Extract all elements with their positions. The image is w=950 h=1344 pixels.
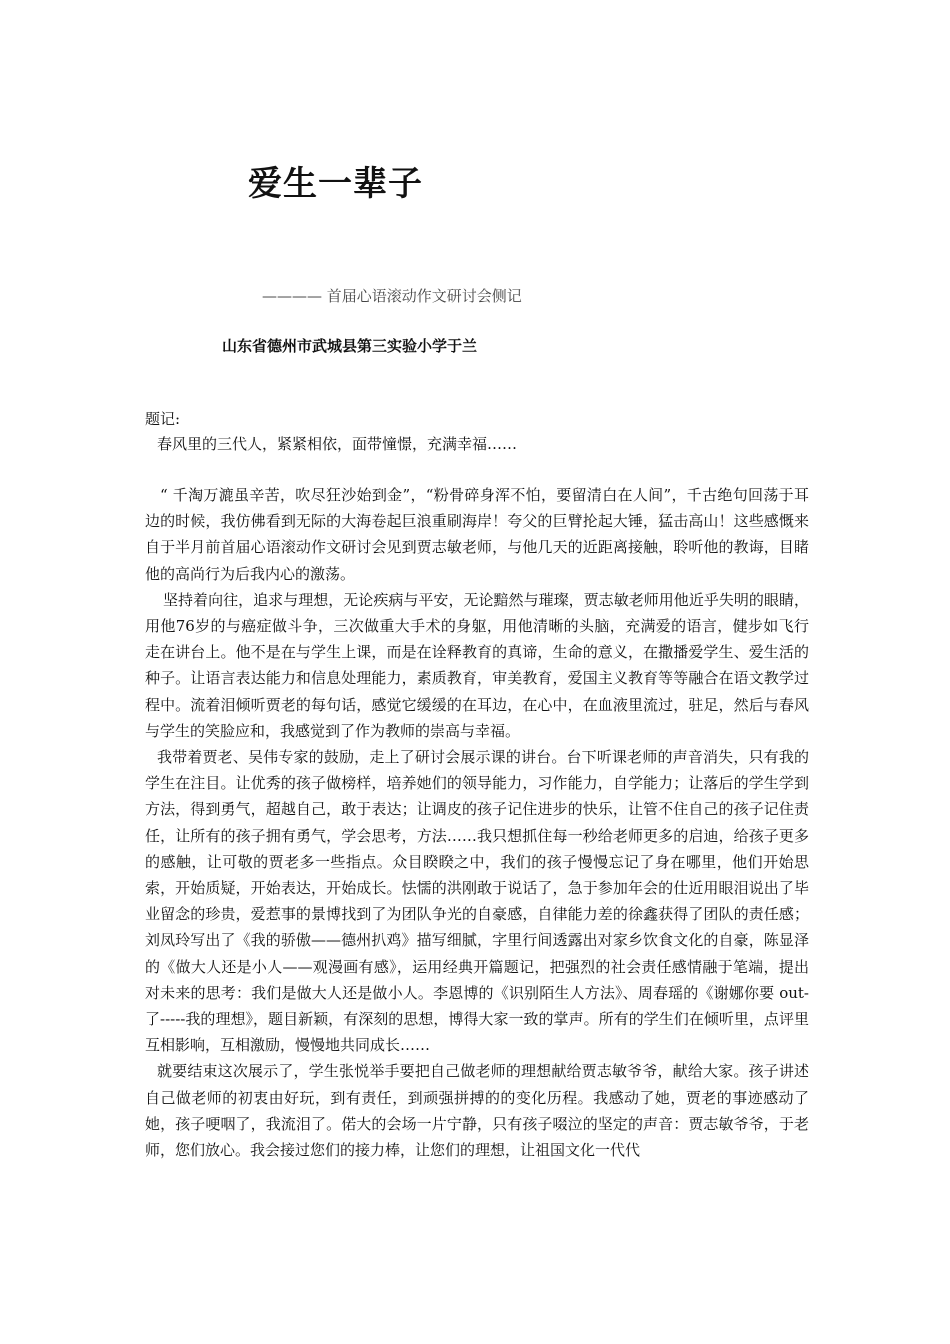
paragraph: “ 千淘万漉虽辛苦，吹尽狂沙始到金”，“粉骨碎身浑不怕，要留清白在人间”，千古绝句回荡于耳边的时候，我仿佛看到无际的大海卷起巨浪重刷海岸！夸父的巨臂抡起大锤，猛击高山！这些感慨来自于半月前首届心语滚动作文研讨会见到贾志敏老师，与他几天的近距离接触，聆听他的教诲，目睹他的高尚行为后我内心的激荡。	[145, 486, 809, 583]
article-body	[145, 482, 809, 1163]
inscription-label: 题记:	[145, 410, 181, 428]
paragraph: 坚持着向往，追求与理想，无论疾病与平安，无论黯然与璀璨，贾志敏老师用他近乎失明的眼睛，用他76岁的与癌症做斗争，三次做重大手术的身躯，用他清晰的头脑，充满爱的语言，健步如飞行走在讲台上。他不是在与学生上课，而是在诠释教育的真谛，生命的意义，在撒播爱学生、爱生活的种子。让语言表达能力和信息处理能力，素质教育，审美教育，爱国主义教育等等融合在语文教学过程中。流着泪倾听贾老的每句话，感觉它缓缓的在耳边，在心中，在血液里流过，驻足，然后与春风与学生的笑脸应和，我感觉到了作为教师的崇高与幸福。	[145, 590, 809, 740]
author-line: 山东省德州市武城县第三实验小学于兰	[222, 337, 478, 355]
paragraph: 就要结束这次展示了，学生张悦举手要把自己做老师的理想献给贾志敏爷爷，献给大家。孩子讲述自己做老师的初衷由好玩，到有责任，到顽强拼搏的的变化历程。我感动了她，贾老的事迹感动了她，孩子哽咽了，我流泪了。偌大的会场一片宁静，只有孩子啜泣的坚定的声音：贾志敏爷爷，于老师，您们放心。我会接过您们的接力棒，让您们的理想，让祖国文化一代代	[145, 1062, 809, 1160]
paragraph: 我带着贾老、吴伟专家的鼓励，走上了研讨会展示课的讲台。台下听课老师的声音消失，只有我的学生在注目。让优秀的孩子做榜样，培养她们的领导能力，习作能力，自学能力；让落后的学生学到方法，得到勇气，超越自己，敢于表达；让调皮的孩子记住进步的快乐，让管不住自己的孩子记住责任，让所有的孩子拥有勇气，学会思考，方法……我只想抓住每一秒给老师更多的启迪，给孩子更多的感触，让可敬的贾老多一些指点。众目睽睽之中，我们的孩子慢慢忘记了身在哪里，他们开始思索，开始质疑，开始表达，开始成长。怯懦的洪刚敢于说话了，急于参加年会的仕近用眼泪说出了毕业留念的珍贵，爱惹事的景博找到了为团队争光的自豪感，自律能力差的徐鑫获得了团队的责任感；刘凤玲写出了《我的骄傲——德州扒鸡》描写细腻，字里行间透露出对家乡饮食文化的自豪，陈显泽的《做大人还是小人——观漫画有感》，运用经典开篇题记，把强烈的社会责任感情融于笔端，提出对未来的思考：我们是做大人还是做小人。李恩博的《识别陌生人方法》、周春瑶的《谢娜你要 out-了-----我的理想》，题目新颖，有深刻的思想，博得大家一致的掌声。所有的学生们在倾听里，点评里互相影响，互相激励，慢慢地共同成长……	[145, 748, 809, 1055]
inscription-text: 春风里的三代人，紧紧相依，面带憧憬，充满幸福……	[157, 435, 518, 453]
document-subtitle: ———— 首届心语滚动作文研讨会侧记	[262, 287, 522, 305]
document-title: 爱生一辈子	[248, 164, 423, 204]
